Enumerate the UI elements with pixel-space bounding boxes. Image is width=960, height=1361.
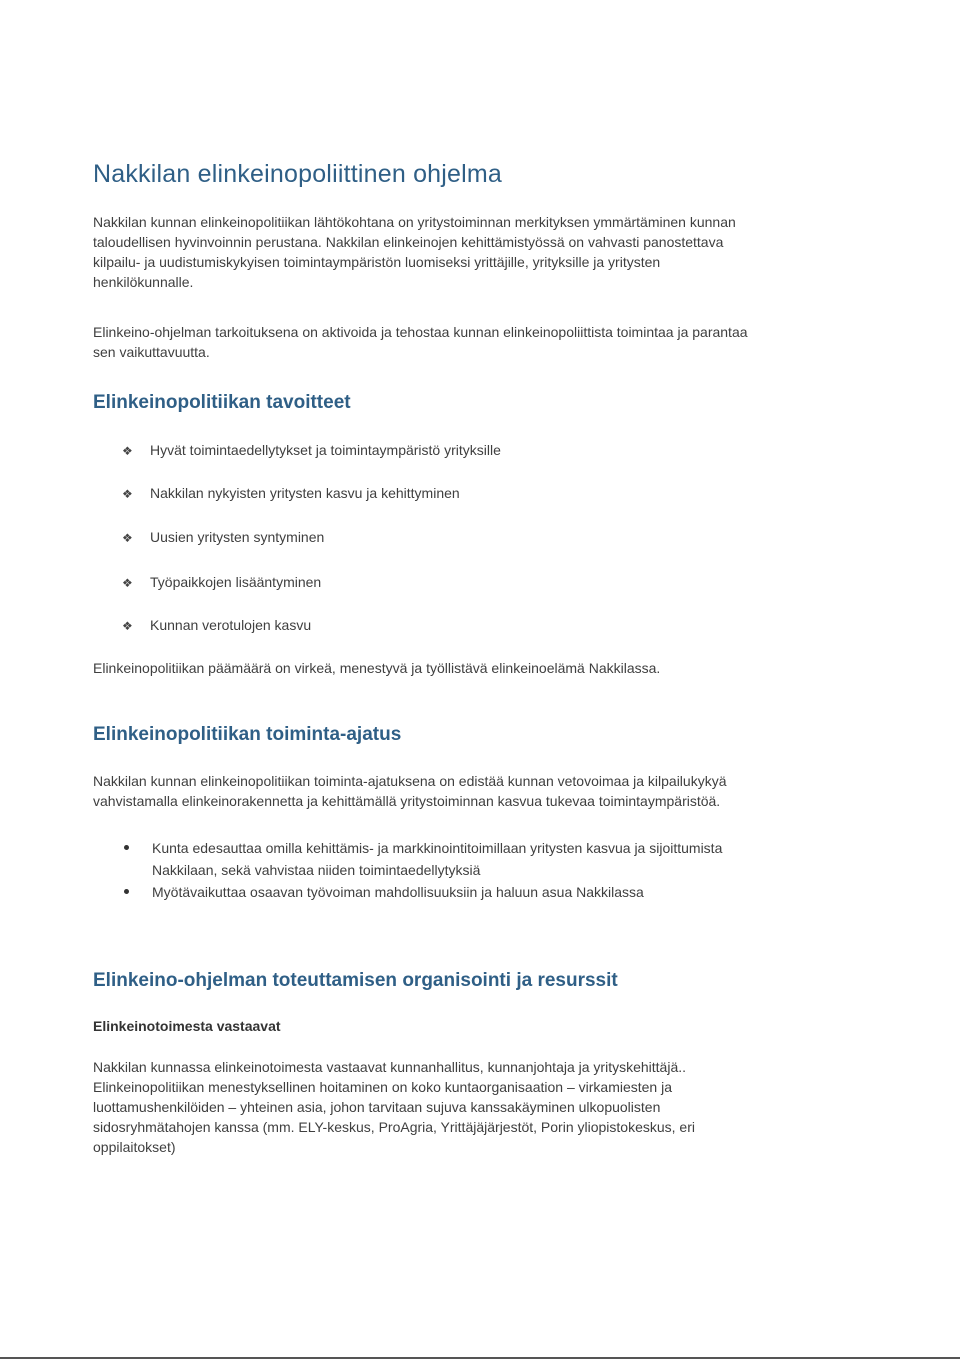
purpose-paragraph xyxy=(93,322,873,362)
idea-paragraph xyxy=(93,771,873,811)
goal-item xyxy=(122,572,321,592)
intro-paragraph xyxy=(93,212,873,292)
bullet-dot-icon xyxy=(124,845,129,850)
idea-line: Nakkilan kunnan elinkeinopolitiikan toiminta-ajatuksena on edistää kunnan vetovoimaa ja kilpailukykyä xyxy=(93,773,727,789)
bullet-dot-icon xyxy=(124,889,129,894)
goal-item-text: Nakkilan nykyisten yritysten kasvu ja kehittyminen xyxy=(150,485,460,501)
idea-list-item-line: Myötävaikuttaa osaavan työvoiman mahdollisuuksiin ja haluun asua Nakkilassa xyxy=(152,884,644,900)
goal-item xyxy=(122,440,501,460)
document-title: Nakkilan elinkeinopoliittinen ohjelma xyxy=(93,160,503,188)
intro-line: taloudellisen hyvinvoinnin perustana. Nakkilan elinkeinojen kehittämistyössä on vahvasti panostettava xyxy=(93,234,724,250)
goal-item xyxy=(122,483,460,503)
organisation-line: sidosryhmätahojen kanssa (mm. ELY-keskus, ProAgria, Yrittäjäjärjestöt, Porin yliopistokeskus, eri xyxy=(93,1119,695,1135)
idea-list-item-line: Nakkilaan, sekä vahvistaa niiden toimintaedellytyksiä xyxy=(152,862,481,878)
goal-item xyxy=(122,615,311,635)
organisation-line: Elinkeinopolitiikan menestyksellinen hoitaminen on koko kuntaorganisaation – virkamiesten ja xyxy=(93,1079,672,1095)
goal-item-text: Uusien yritysten syntyminen xyxy=(150,529,325,545)
purpose-line: sen vaikuttavuutta. xyxy=(93,344,210,360)
goal-item-text: Hyvät toimintaedellytykset ja toimintaympäristö yrityksille xyxy=(150,442,501,458)
diamond-bullet-icon: ❖ xyxy=(122,444,133,458)
organisation-subheading: Elinkeinotoimesta vastaavat xyxy=(93,1018,281,1034)
organisation-line: oppilaitokset) xyxy=(93,1139,176,1155)
purpose-line: Elinkeino-ohjelman tarkoituksena on aktivoida ja tehostaa kunnan elinkeinopoliittista toimintaa ja parantaa xyxy=(93,324,748,340)
intro-line: Nakkilan kunnan elinkeinopolitiikan lähtökohtana on yritystoiminnan merkityksen ymmärtäminen kunnan xyxy=(93,214,736,230)
organisation-heading: Elinkeino-ohjelman toteuttamisen organisointi ja resurssit xyxy=(93,970,618,991)
goal-item-text: Kunnan verotulojen kasvu xyxy=(150,617,312,633)
goal-item-text: Työpaikkojen lisääntyminen xyxy=(150,574,322,590)
organisation-line: Nakkilan kunnassa elinkeinotoimesta vastaavat kunnanhallitus, kunnanjohtaja ja yrityskehittäjä.. xyxy=(93,1059,687,1075)
idea-list-item xyxy=(118,881,858,903)
goals-heading: Elinkeinopolitiikan tavoitteet xyxy=(93,392,351,413)
diamond-bullet-icon: ❖ xyxy=(122,531,133,545)
diamond-bullet-icon: ❖ xyxy=(122,619,133,633)
diamond-bullet-icon: ❖ xyxy=(122,487,133,501)
bottom-edge-divider xyxy=(0,1357,960,1359)
intro-line: henkilökunnalle. xyxy=(93,274,194,290)
idea-list-item xyxy=(118,837,858,881)
goals-conclusion xyxy=(93,658,873,678)
idea-heading: Elinkeinopolitiikan toiminta-ajatus xyxy=(93,724,402,745)
organisation-line: luottamushenkilöiden – yhteinen asia, johon tarvitaan sujuva kanssakäyminen ulkopuolisten xyxy=(93,1099,661,1115)
idea-list-item-line: Kunta edesauttaa omilla kehittämis- ja markkinointitoimillaan yritysten kasvua ja sijoittumista xyxy=(152,840,723,856)
idea-line: vahvistamalla elinkeinorakennetta ja kehittämällä yritystoiminnan kasvua tukevaa toimintaympäristöä. xyxy=(93,793,721,809)
goal-item xyxy=(122,527,324,547)
intro-line: kilpailu- ja uudistumiskykyisen toimintaympäristön luomiseksi yrittäjille, yrityksille ja yritysten xyxy=(93,254,661,270)
goals-conclusion-text: Elinkeinopolitiikan päämäärä on virkeä, menestyvä ja työllistävä elinkeinoelämä Nakkilassa. xyxy=(93,660,661,676)
organisation-paragraph xyxy=(93,1057,873,1157)
diamond-bullet-icon: ❖ xyxy=(122,576,133,590)
